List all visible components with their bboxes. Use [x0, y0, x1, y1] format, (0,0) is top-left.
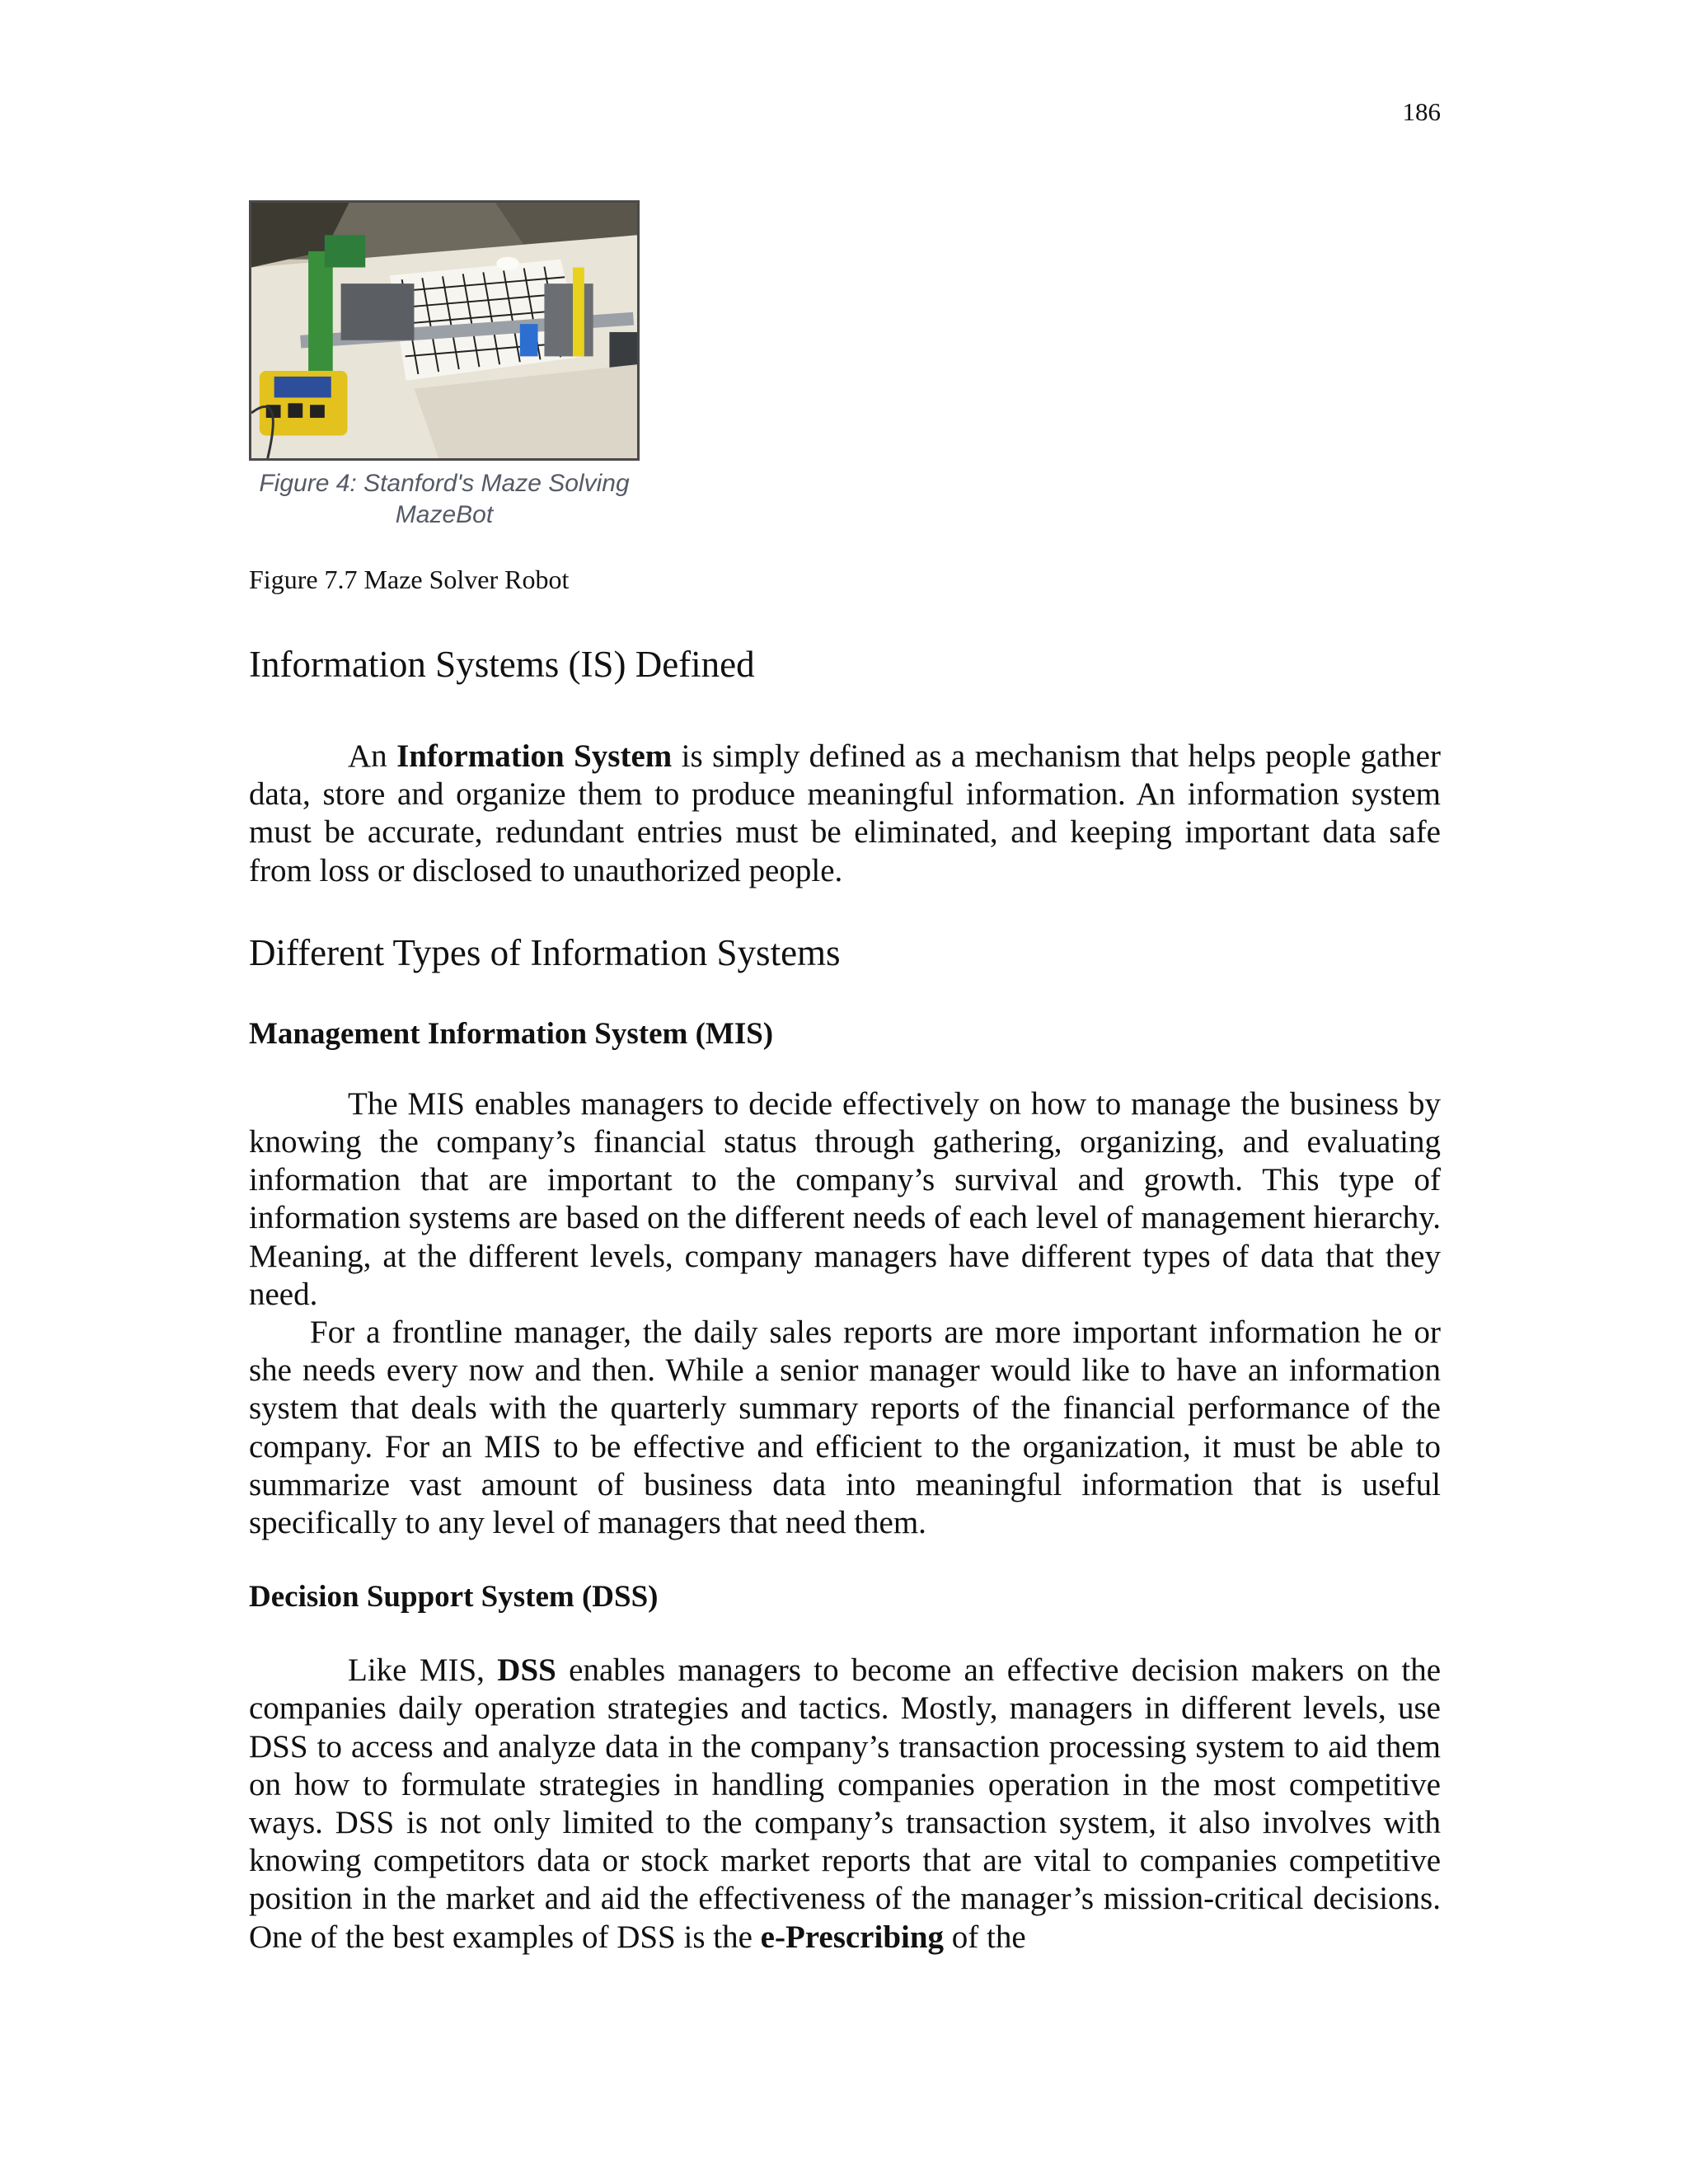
figure-label: Figure 7.7 Maze Solver Robot	[249, 565, 570, 594]
heading-mis: Management Information System (MIS)	[249, 1016, 774, 1051]
photo-caption-line-1: Figure 4: Stanford's Maze Solving	[259, 470, 630, 497]
paragraph-mis-1: The MIS enables managers to decide effectively on how to manage the business by knowing the company’s financial status through gathering, organizing, and evaluating information that are important to the company’s survival and growth. This type of information systems are based on the different needs of each level of management hierarchy. Meaning, at the different levels, company managers have different types of data that they need.	[249, 1085, 1441, 1312]
paragraph-dss	[249, 1652, 1441, 1957]
term-e-prescribing: e-Prescribing	[760, 1919, 945, 1955]
page-content	[249, 638, 1441, 1957]
term-information-system: Information System	[396, 738, 673, 774]
text-run: Like MIS,	[348, 1652, 498, 1689]
text-run: is simply defined as a mechanism that helps people gather data, store and organize them to produce meaningful information. An information system must be accurate, redundant entries must be eliminated, and keeping important data safe from loss or disclosed to unauthorized people.	[249, 738, 1441, 888]
text-run: of the	[944, 1919, 1026, 1955]
heading-dss: Decision Support System (DSS)	[249, 1580, 659, 1615]
term-dss: DSS	[497, 1652, 556, 1689]
maze-robot-photo	[249, 200, 640, 461]
photo-caption-line-2: MazeBot	[395, 501, 494, 528]
photo-caption	[247, 468, 641, 531]
heading-types: Different Types of Information Systems	[249, 931, 841, 973]
page-number: 186	[1402, 97, 1441, 126]
paragraph-mis-2: For a frontline manager, the daily sales reports are more important information he or she needs every now and then. While a senior manager would like to have an information system that deals with the quarterly summary reports of the financial performance of the company. For an MIS to be effective and efficient to the organization, it must be able to summarize vast amount of business data into meaningful information that is useful specifically to any level of managers that need them.	[249, 1315, 1441, 1541]
heading-is-defined: Information Systems (IS) Defined	[249, 644, 755, 685]
text-run: An	[348, 738, 397, 774]
text-run: enables managers to become an effective decision makers on the companies daily operation strategies and tactics. Mostly, managers in different levels, use DSS to access and analyze data in the company’s transaction processing system to aid them on how to formulate strategies in handling companies operation in the most competitive ways. DSS is not only limited to the company’s transaction system, it also involves with knowing competitors data or stock market reports that are vital to companies competitive position in the market and aid the effectiveness of the manager’s mission-critical decisions. One of the best examples of DSS is the	[249, 1652, 1442, 1955]
paragraph-is-definition	[249, 738, 1441, 890]
maze-robot-illustration	[251, 203, 637, 458]
